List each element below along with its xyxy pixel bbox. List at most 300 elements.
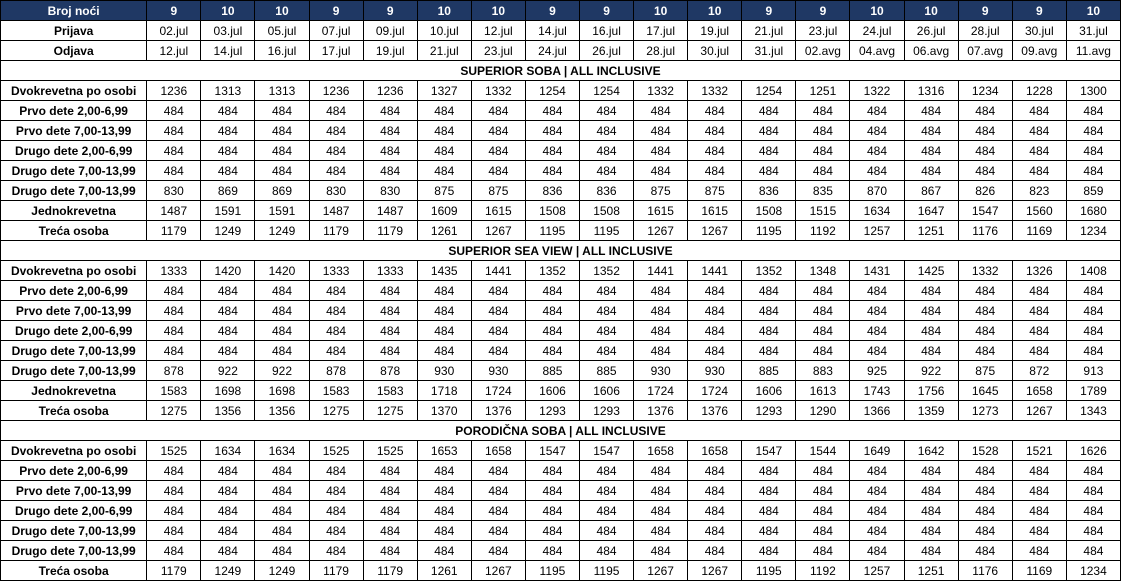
- checkout-row-cell: 07.avg: [958, 41, 1012, 61]
- checkin-row-cell: 03.jul: [201, 21, 255, 41]
- price-cell: 484: [634, 501, 688, 521]
- price-row-label: Prvo dete 2,00-6,99: [1, 281, 147, 301]
- price-cell: 484: [525, 281, 579, 301]
- price-row: [1, 201, 1121, 221]
- price-cell: 484: [634, 461, 688, 481]
- price-row-label: Treća osoba: [1, 561, 147, 581]
- price-cell: 1756: [904, 381, 958, 401]
- price-cell: 1257: [850, 561, 904, 581]
- price-cell: 1192: [796, 221, 850, 241]
- price-cell: 1441: [634, 261, 688, 281]
- price-cell: 1179: [147, 561, 201, 581]
- price-cell: 484: [147, 461, 201, 481]
- price-row: [1, 141, 1121, 161]
- price-cell: 484: [580, 481, 634, 501]
- price-cell: 484: [1012, 481, 1066, 501]
- price-cell: 484: [796, 141, 850, 161]
- price-cell: 1313: [201, 81, 255, 101]
- price-cell: 1613: [796, 381, 850, 401]
- price-row-label: Jednokrevetna: [1, 381, 147, 401]
- checkin-row-cell: 10.jul: [417, 21, 471, 41]
- price-cell: 484: [580, 161, 634, 181]
- nights-row-cell: 9: [309, 1, 363, 21]
- price-cell: 1515: [796, 201, 850, 221]
- price-cell: 484: [147, 481, 201, 501]
- price-cell: 484: [958, 541, 1012, 561]
- checkin-row-cell: 21.jul: [742, 21, 796, 41]
- price-cell: 484: [363, 161, 417, 181]
- price-cell: 484: [471, 461, 525, 481]
- price-cell: 484: [958, 281, 1012, 301]
- price-cell: 1591: [201, 201, 255, 221]
- checkin-row-cell: 16.jul: [580, 21, 634, 41]
- price-cell: 484: [471, 341, 525, 361]
- price-row: [1, 341, 1121, 361]
- price-cell: 1300: [1066, 81, 1120, 101]
- price-cell: 484: [417, 341, 471, 361]
- price-cell: 484: [525, 341, 579, 361]
- price-cell: 484: [417, 501, 471, 521]
- price-cell: 484: [688, 281, 742, 301]
- price-cell: 1606: [580, 381, 634, 401]
- price-cell: 484: [796, 281, 850, 301]
- price-cell: 1487: [363, 201, 417, 221]
- price-cell: 484: [1012, 121, 1066, 141]
- price-cell: 484: [634, 161, 688, 181]
- price-cell: 1658: [634, 441, 688, 461]
- price-cell: 484: [1012, 161, 1066, 181]
- price-cell: 1626: [1066, 441, 1120, 461]
- price-cell: 869: [201, 181, 255, 201]
- price-cell: 484: [255, 461, 309, 481]
- price-row-label: Jednokrevetna: [1, 201, 147, 221]
- price-cell: 1642: [904, 441, 958, 461]
- price-cell: 883: [796, 361, 850, 381]
- nights-row-cell: 10: [850, 1, 904, 21]
- price-cell: 484: [688, 541, 742, 561]
- price-cell: 484: [688, 141, 742, 161]
- price-cell: 1179: [309, 561, 363, 581]
- price-cell: 930: [417, 361, 471, 381]
- price-cell: 1176: [958, 561, 1012, 581]
- checkout-row-cell: 23.jul: [471, 41, 525, 61]
- price-cell: 1254: [580, 81, 634, 101]
- price-cell: 1352: [580, 261, 634, 281]
- checkout-row-cell: 31.jul: [742, 41, 796, 61]
- price-cell: 1179: [309, 221, 363, 241]
- price-cell: 484: [363, 121, 417, 141]
- price-cell: 1634: [201, 441, 255, 461]
- price-cell: 1290: [796, 401, 850, 421]
- price-cell: 1420: [201, 261, 255, 281]
- price-cell: 484: [958, 161, 1012, 181]
- price-cell: 484: [634, 121, 688, 141]
- checkin-row-label: Prijava: [1, 21, 147, 41]
- price-cell: 484: [417, 161, 471, 181]
- price-cell: 1525: [363, 441, 417, 461]
- price-cell: 484: [525, 541, 579, 561]
- price-cell: 1789: [1066, 381, 1120, 401]
- price-cell: 484: [255, 541, 309, 561]
- price-cell: 484: [201, 161, 255, 181]
- price-cell: 484: [309, 281, 363, 301]
- checkin-row-cell: 24.jul: [850, 21, 904, 41]
- price-cell: 484: [688, 101, 742, 121]
- price-cell: 1698: [201, 381, 255, 401]
- price-cell: 484: [255, 101, 309, 121]
- price-cell: 484: [471, 501, 525, 521]
- checkin-row-cell: 12.jul: [471, 21, 525, 41]
- price-cell: 1508: [742, 201, 796, 221]
- price-row-label: Drugo dete 7,00-13,99: [1, 341, 147, 361]
- checkin-row-cell: 30.jul: [1012, 21, 1066, 41]
- price-cell: 484: [1066, 281, 1120, 301]
- price-cell: 830: [363, 181, 417, 201]
- price-cell: 1352: [525, 261, 579, 281]
- price-row-label: Drugo dete 7,00-13,99: [1, 161, 147, 181]
- price-cell: 1236: [147, 81, 201, 101]
- checkout-row-cell: 06.avg: [904, 41, 958, 61]
- nights-row-cell: 9: [742, 1, 796, 21]
- price-cell: 830: [147, 181, 201, 201]
- price-cell: 1560: [1012, 201, 1066, 221]
- price-cell: 484: [309, 121, 363, 141]
- price-cell: 484: [1012, 141, 1066, 161]
- price-cell: 1544: [796, 441, 850, 461]
- price-cell: 484: [363, 101, 417, 121]
- checkin-row-cell: 28.jul: [958, 21, 1012, 41]
- price-cell: 1366: [850, 401, 904, 421]
- nights-row-cell: 10: [255, 1, 309, 21]
- checkout-row-cell: 14.jul: [201, 41, 255, 61]
- price-row: [1, 161, 1121, 181]
- checkout-row: [1, 41, 1121, 61]
- price-cell: 484: [742, 281, 796, 301]
- price-cell: 484: [525, 301, 579, 321]
- price-cell: 484: [904, 281, 958, 301]
- price-cell: 1680: [1066, 201, 1120, 221]
- price-cell: 1179: [363, 561, 417, 581]
- price-cell: 484: [850, 461, 904, 481]
- checkin-row-cell: 14.jul: [525, 21, 579, 41]
- price-cell: 1316: [904, 81, 958, 101]
- price-row: [1, 301, 1121, 321]
- price-cell: 484: [201, 281, 255, 301]
- price-cell: 885: [580, 361, 634, 381]
- price-cell: 484: [796, 521, 850, 541]
- price-cell: 1267: [471, 221, 525, 241]
- price-cell: 484: [688, 481, 742, 501]
- price-cell: 1195: [742, 221, 796, 241]
- price-cell: 1370: [417, 401, 471, 421]
- checkin-row-cell: 09.jul: [363, 21, 417, 41]
- price-cell: 1195: [580, 221, 634, 241]
- price-cell: 1267: [688, 221, 742, 241]
- price-row: [1, 281, 1121, 301]
- price-cell: 484: [1066, 501, 1120, 521]
- price-cell: 484: [1012, 301, 1066, 321]
- price-cell: 484: [850, 321, 904, 341]
- price-cell: 1547: [580, 441, 634, 461]
- price-row-label: Drugo dete 7,00-13,99: [1, 361, 147, 381]
- price-cell: 922: [255, 361, 309, 381]
- price-cell: 484: [363, 341, 417, 361]
- price-cell: 835: [796, 181, 850, 201]
- price-row: [1, 381, 1121, 401]
- price-cell: 1634: [850, 201, 904, 221]
- checkin-row-cell: 05.jul: [255, 21, 309, 41]
- price-cell: 484: [417, 301, 471, 321]
- checkout-row-cell: 16.jul: [255, 41, 309, 61]
- nights-row-cell: 9: [525, 1, 579, 21]
- checkin-row-cell: 02.jul: [147, 21, 201, 41]
- price-cell: 1508: [525, 201, 579, 221]
- price-cell: 484: [525, 461, 579, 481]
- price-row: [1, 441, 1121, 461]
- price-cell: 484: [1066, 321, 1120, 341]
- price-cell: 484: [471, 141, 525, 161]
- price-cell: 484: [634, 341, 688, 361]
- price-cell: 484: [417, 481, 471, 501]
- price-cell: 484: [850, 541, 904, 561]
- price-cell: 1583: [363, 381, 417, 401]
- price-cell: 484: [742, 521, 796, 541]
- price-cell: 484: [147, 501, 201, 521]
- price-cell: 484: [580, 301, 634, 321]
- price-cell: 484: [525, 141, 579, 161]
- price-cell: 1275: [363, 401, 417, 421]
- price-cell: 484: [147, 141, 201, 161]
- price-cell: 1169: [1012, 221, 1066, 241]
- price-cell: 1236: [309, 81, 363, 101]
- price-cell: 484: [147, 281, 201, 301]
- price-row-label: Prvo dete 7,00-13,99: [1, 301, 147, 321]
- price-cell: 484: [904, 521, 958, 541]
- price-cell: 1634: [255, 441, 309, 461]
- price-cell: 875: [958, 361, 1012, 381]
- price-cell: 484: [742, 341, 796, 361]
- checkout-row-cell: 02.avg: [796, 41, 850, 61]
- price-row-label: Dvokrevetna po osobi: [1, 441, 147, 461]
- price-cell: 875: [471, 181, 525, 201]
- price-cell: 1376: [634, 401, 688, 421]
- price-cell: 1273: [958, 401, 1012, 421]
- price-cell: 1176: [958, 221, 1012, 241]
- price-cell: 484: [742, 101, 796, 121]
- price-cell: 1251: [904, 561, 958, 581]
- price-cell: 484: [147, 161, 201, 181]
- price-cell: 484: [471, 121, 525, 141]
- price-cell: 484: [580, 281, 634, 301]
- price-cell: 484: [796, 481, 850, 501]
- price-row-label: Drugo dete 7,00-13,99: [1, 521, 147, 541]
- price-cell: 484: [309, 541, 363, 561]
- price-cell: 484: [309, 141, 363, 161]
- price-cell: 484: [850, 161, 904, 181]
- price-cell: 484: [255, 281, 309, 301]
- price-cell: 1547: [525, 441, 579, 461]
- checkin-row-cell: 17.jul: [634, 21, 688, 41]
- price-cell: 484: [1012, 321, 1066, 341]
- price-cell: 1348: [796, 261, 850, 281]
- price-cell: 484: [363, 521, 417, 541]
- price-cell: 836: [580, 181, 634, 201]
- price-cell: 1249: [201, 561, 255, 581]
- checkout-row-cell: 04.avg: [850, 41, 904, 61]
- price-cell: 1179: [147, 221, 201, 241]
- price-cell: 484: [471, 161, 525, 181]
- price-row-label: Prvo dete 7,00-13,99: [1, 481, 147, 501]
- price-cell: 484: [580, 341, 634, 361]
- price-cell: 1615: [471, 201, 525, 221]
- price-cell: 484: [850, 281, 904, 301]
- price-cell: 484: [742, 121, 796, 141]
- price-cell: 484: [525, 501, 579, 521]
- price-cell: 1257: [850, 221, 904, 241]
- nights-row-cell: 10: [1066, 1, 1120, 21]
- price-row-label: Prvo dete 7,00-13,99: [1, 121, 147, 141]
- price-cell: 484: [850, 101, 904, 121]
- price-cell: 1249: [255, 561, 309, 581]
- price-row-label: Treća osoba: [1, 221, 147, 241]
- price-cell: 922: [201, 361, 255, 381]
- price-cell: 484: [309, 501, 363, 521]
- price-cell: 1435: [417, 261, 471, 281]
- price-cell: 484: [417, 321, 471, 341]
- checkin-row-cell: 26.jul: [904, 21, 958, 41]
- section-title: SUPERIOR SEA VIEW | ALL INCLUSIVE: [1, 241, 1121, 261]
- nights-row-cell: 9: [363, 1, 417, 21]
- price-cell: 1332: [471, 81, 525, 101]
- price-cell: 484: [742, 461, 796, 481]
- price-row: [1, 501, 1121, 521]
- price-cell: 1425: [904, 261, 958, 281]
- price-cell: 484: [201, 301, 255, 321]
- price-cell: 484: [634, 521, 688, 541]
- price-cell: 1228: [1012, 81, 1066, 101]
- price-cell: 1267: [471, 561, 525, 581]
- price-cell: 1356: [201, 401, 255, 421]
- price-cell: 1169: [1012, 561, 1066, 581]
- price-cell: 1724: [471, 381, 525, 401]
- price-cell: 1236: [363, 81, 417, 101]
- price-cell: 1293: [742, 401, 796, 421]
- price-cell: 484: [580, 321, 634, 341]
- price-cell: 1251: [904, 221, 958, 241]
- price-cell: 484: [742, 141, 796, 161]
- price-cell: 484: [958, 461, 1012, 481]
- price-cell: 484: [688, 501, 742, 521]
- price-row-label: Drugo dete 2,00-6,99: [1, 321, 147, 341]
- nights-row-cell: 10: [471, 1, 525, 21]
- price-cell: 484: [201, 541, 255, 561]
- price-cell: 484: [688, 121, 742, 141]
- price-cell: 484: [742, 301, 796, 321]
- price-cell: 1528: [958, 441, 1012, 461]
- price-cell: 1609: [417, 201, 471, 221]
- price-cell: 484: [417, 101, 471, 121]
- price-cell: 484: [958, 481, 1012, 501]
- price-cell: 1658: [1012, 381, 1066, 401]
- nights-row-cell: 10: [688, 1, 742, 21]
- price-cell: 1195: [525, 221, 579, 241]
- price-cell: 1591: [255, 201, 309, 221]
- price-cell: 484: [904, 101, 958, 121]
- price-row: [1, 181, 1121, 201]
- price-cell: 484: [417, 521, 471, 541]
- price-cell: 484: [634, 141, 688, 161]
- price-cell: 484: [796, 121, 850, 141]
- price-cell: 484: [147, 121, 201, 141]
- price-cell: 930: [471, 361, 525, 381]
- price-cell: 859: [1066, 181, 1120, 201]
- price-cell: 484: [255, 141, 309, 161]
- price-cell: 484: [904, 461, 958, 481]
- nights-row-cell: 10: [201, 1, 255, 21]
- price-cell: 1261: [417, 561, 471, 581]
- price-cell: 1275: [309, 401, 363, 421]
- price-row: [1, 261, 1121, 281]
- price-cell: 484: [850, 341, 904, 361]
- price-cell: 1267: [1012, 401, 1066, 421]
- price-cell: 484: [634, 541, 688, 561]
- price-cell: 484: [796, 301, 850, 321]
- nights-row-cell: 9: [1012, 1, 1066, 21]
- price-cell: 484: [958, 321, 1012, 341]
- price-cell: 484: [1066, 481, 1120, 501]
- price-cell: 1525: [309, 441, 363, 461]
- price-cell: 484: [958, 301, 1012, 321]
- price-cell: 484: [417, 541, 471, 561]
- price-cell: 484: [147, 541, 201, 561]
- price-cell: 484: [850, 301, 904, 321]
- price-cell: 1724: [688, 381, 742, 401]
- price-cell: 484: [580, 541, 634, 561]
- price-cell: 484: [688, 321, 742, 341]
- price-cell: 484: [147, 321, 201, 341]
- price-cell: 484: [742, 321, 796, 341]
- price-cell: 484: [796, 501, 850, 521]
- price-cell: 484: [850, 121, 904, 141]
- price-cell: 484: [255, 481, 309, 501]
- price-cell: 484: [525, 521, 579, 541]
- price-cell: 1658: [688, 441, 742, 461]
- price-cell: 1645: [958, 381, 1012, 401]
- price-cell: 484: [688, 301, 742, 321]
- price-cell: 1615: [688, 201, 742, 221]
- nights-row-cell: 9: [147, 1, 201, 21]
- price-cell: 1332: [634, 81, 688, 101]
- price-cell: 1322: [850, 81, 904, 101]
- price-cell: 484: [309, 481, 363, 501]
- price-row: [1, 521, 1121, 541]
- checkout-row-label: Odjava: [1, 41, 147, 61]
- nights-row-cell: 10: [417, 1, 471, 21]
- price-cell: 484: [201, 321, 255, 341]
- price-cell: 484: [1012, 541, 1066, 561]
- price-cell: 930: [634, 361, 688, 381]
- price-cell: 484: [363, 321, 417, 341]
- price-cell: 1521: [1012, 441, 1066, 461]
- price-cell: 484: [634, 481, 688, 501]
- price-cell: 1615: [634, 201, 688, 221]
- checkout-row-cell: 28.jul: [634, 41, 688, 61]
- nights-row-cell: 10: [634, 1, 688, 21]
- price-cell: 484: [525, 161, 579, 181]
- price-cell: 484: [363, 301, 417, 321]
- price-cell: 484: [1066, 161, 1120, 181]
- price-cell: 870: [850, 181, 904, 201]
